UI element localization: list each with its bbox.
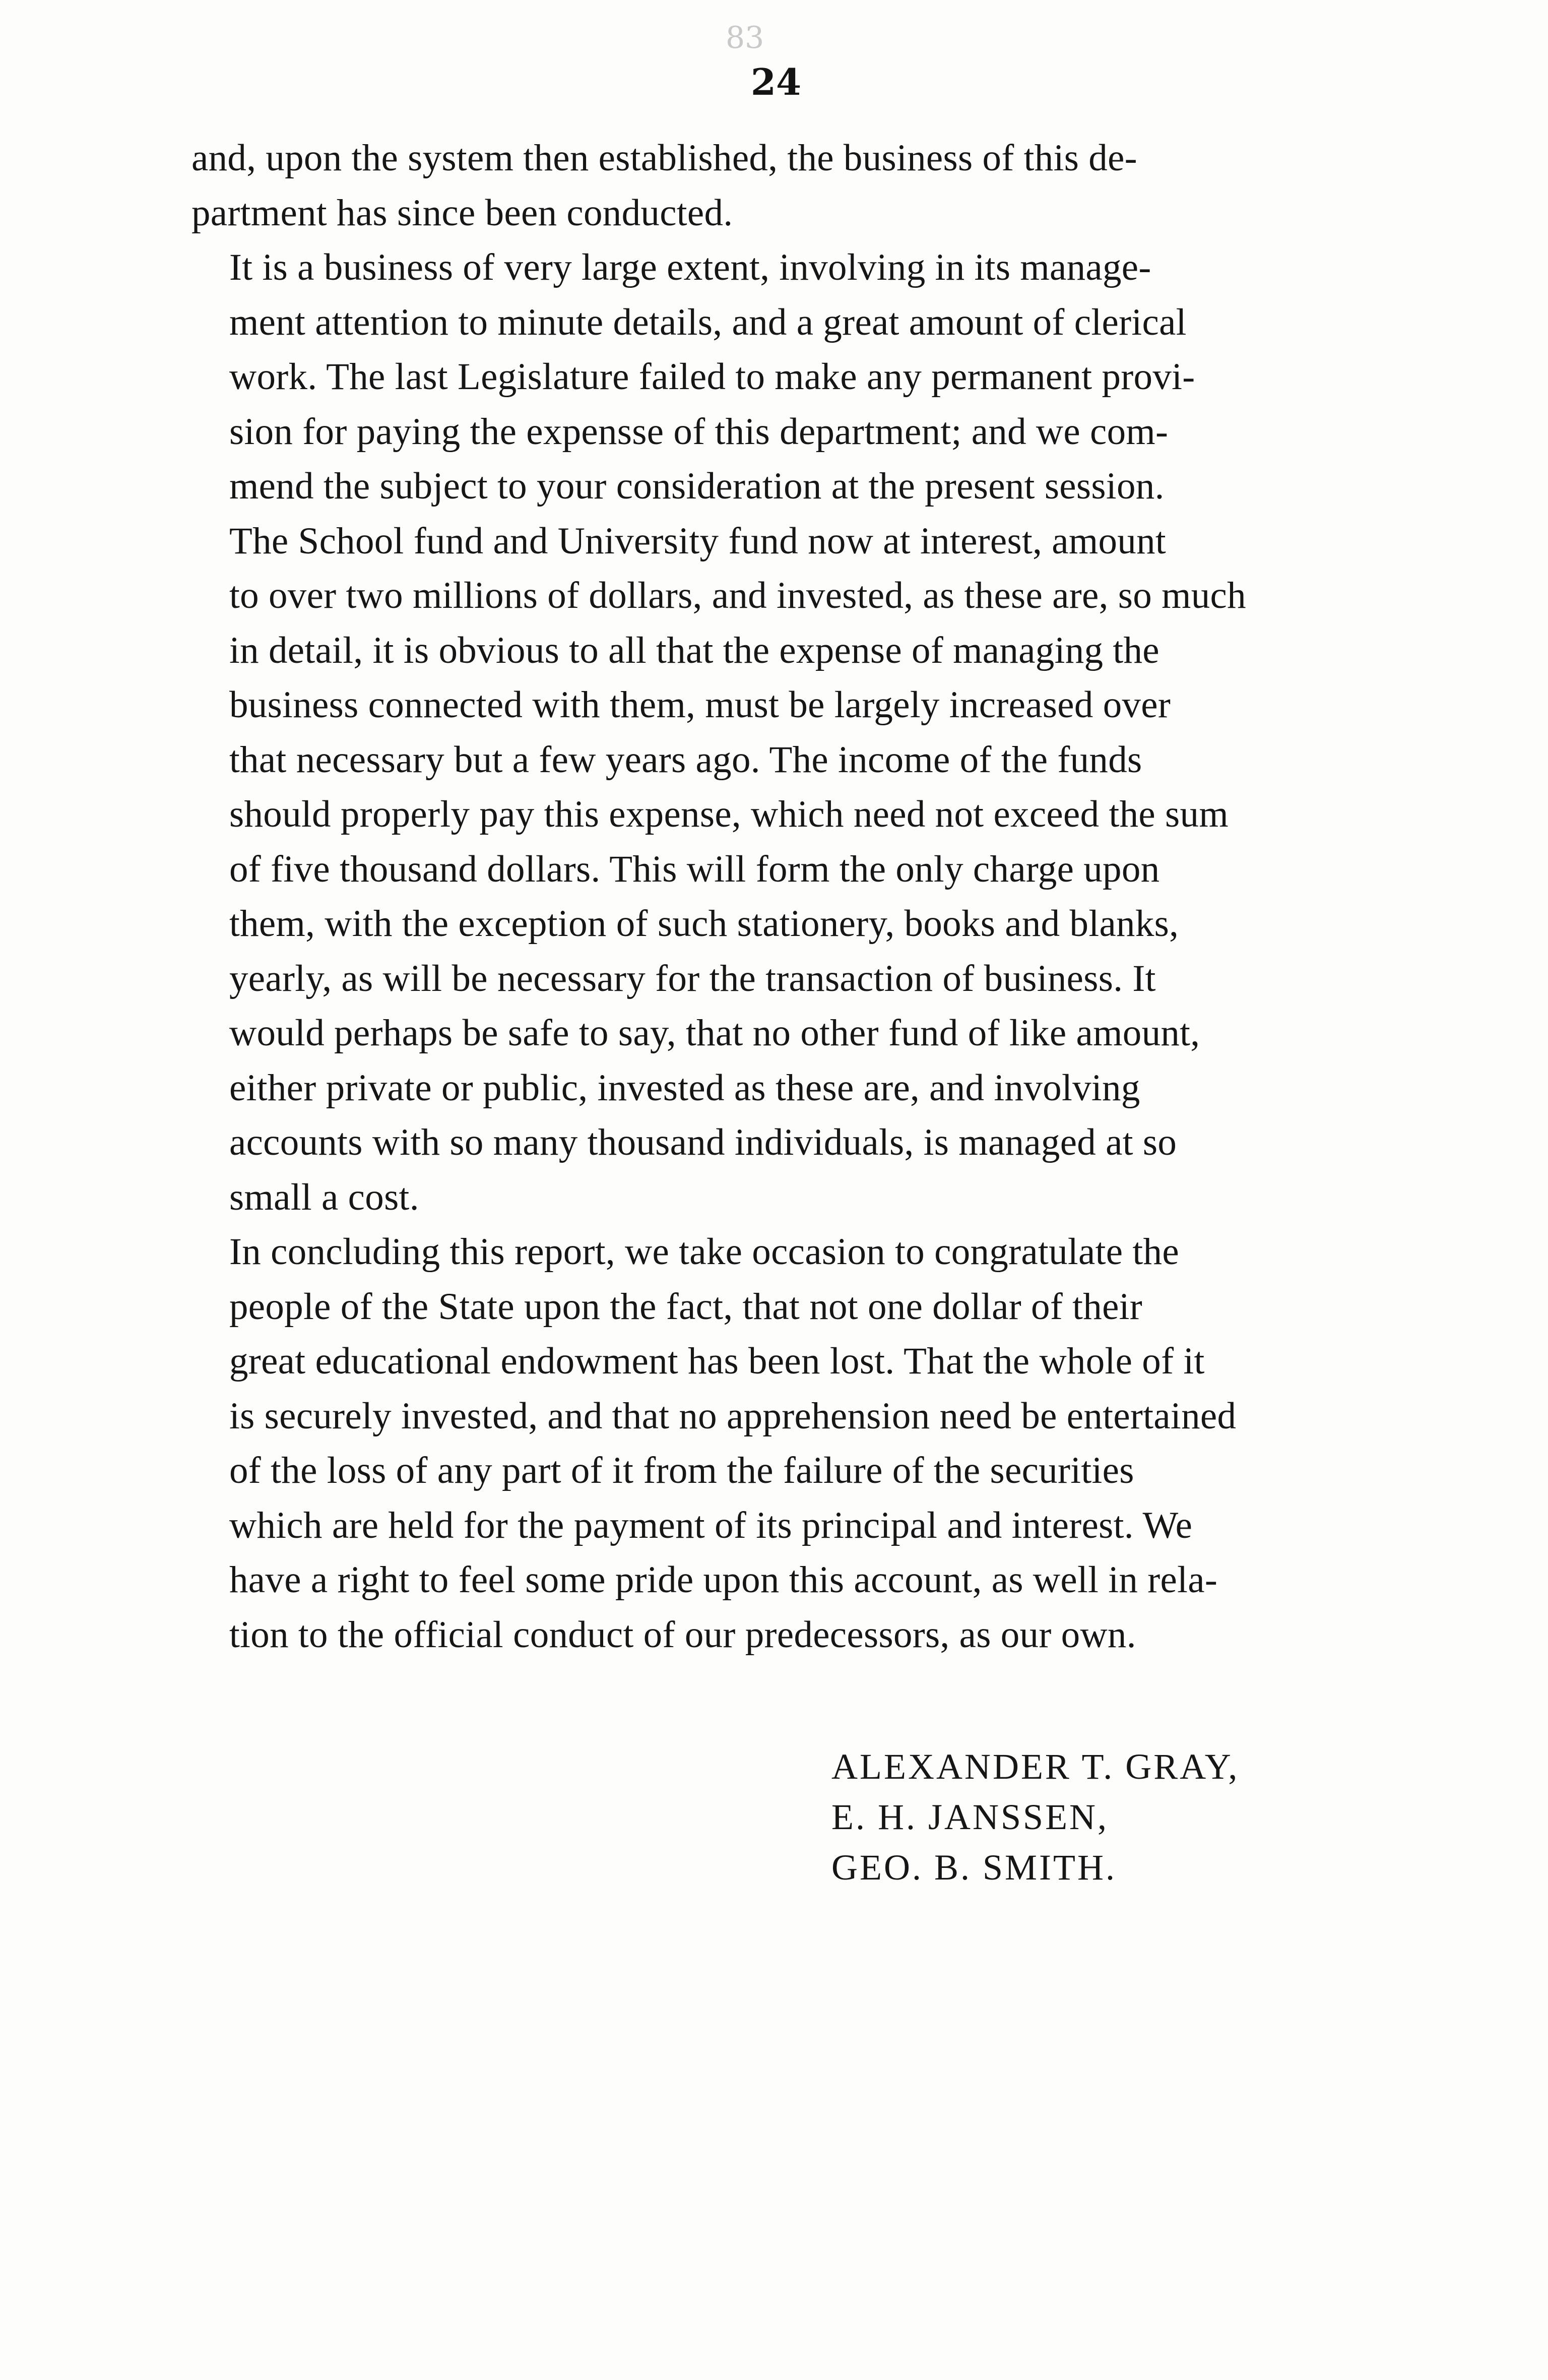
text-line: mend the subject to your consideration at the present session. <box>229 465 1165 507</box>
text-line: work. The last Legislature failed to make any permanent provi- <box>229 356 1195 398</box>
text-line: In concluding this report, we take occasion to congratulate the <box>229 1231 1179 1273</box>
text-line: of five thousand dollars. This will form the only charge upon <box>229 848 1160 890</box>
page-number: 24 <box>750 60 802 103</box>
text-line: and, upon the system then established, the business of this de- <box>191 137 1137 179</box>
text-line: The School fund and University fund now at interest, amount <box>229 520 1167 562</box>
text-line: accounts with so many thousand individuals, is managed at so <box>229 1121 1177 1163</box>
text-line: yearly, as will be necessary for the transaction of business. It <box>229 957 1156 999</box>
signature-janssen: E. H. JANSSEN, <box>831 1797 1109 1837</box>
text-line: partment has since been conducted. <box>191 192 733 234</box>
text-line: sion for paying the expensse of this department; and we com- <box>229 410 1169 453</box>
text-line: in detail, it is obvious to all that the expense of managing the <box>229 629 1159 671</box>
bleed-through-mark: 83 <box>726 20 764 55</box>
body-text <box>191 131 1401 1662</box>
text-line: small a cost. <box>229 1176 419 1218</box>
text-line: either private or public, invested as these are, and involving <box>229 1067 1140 1109</box>
text-line: great educational endowment has been lost. That the whole of it <box>229 1340 1205 1382</box>
paragraph-continuation <box>191 131 1401 240</box>
signature-block <box>831 1741 1239 1893</box>
signature-gray: ALEXANDER T. GRAY, <box>831 1746 1240 1787</box>
text-line: have a right to feel some pride upon this account, as well in rela- <box>229 1559 1218 1601</box>
text-line: to over two millions of dollars, and invested, as these are, so much <box>229 575 1246 616</box>
signature-smith: GEO. B. SMITH. <box>831 1847 1117 1888</box>
paragraph-school-fund <box>191 514 1401 1225</box>
text-line: people of the State upon the fact, that not one dollar of their <box>229 1285 1143 1328</box>
text-line: them, with the exception of such stationery, books and blanks, <box>229 903 1179 945</box>
text-line: which are held for the payment of its principal and interest. We <box>229 1504 1193 1546</box>
text-line: business connected with them, must be largely increased over <box>229 684 1171 726</box>
text-line: tion to the official conduct of our predecessors, as our own. <box>229 1613 1136 1656</box>
text-line: of the loss of any part of it from the failure of the securities <box>229 1450 1134 1491</box>
text-line: is securely invested, and that no apprehension need be entertained <box>229 1395 1237 1437</box>
text-line: ment attention to minute details, and a great amount of clerical <box>229 301 1187 343</box>
paragraph-conclusion <box>191 1225 1401 1662</box>
text-line: It is a business of very large extent, involving in its manage- <box>229 246 1151 288</box>
text-line: that necessary but a few years ago. The income of the funds <box>229 738 1142 781</box>
paragraph-business-extent <box>191 240 1401 514</box>
text-line: would perhaps be safe to say, that no other fund of like amount, <box>229 1012 1200 1054</box>
text-line: should properly pay this expense, which need not exceed the sum <box>229 793 1229 835</box>
